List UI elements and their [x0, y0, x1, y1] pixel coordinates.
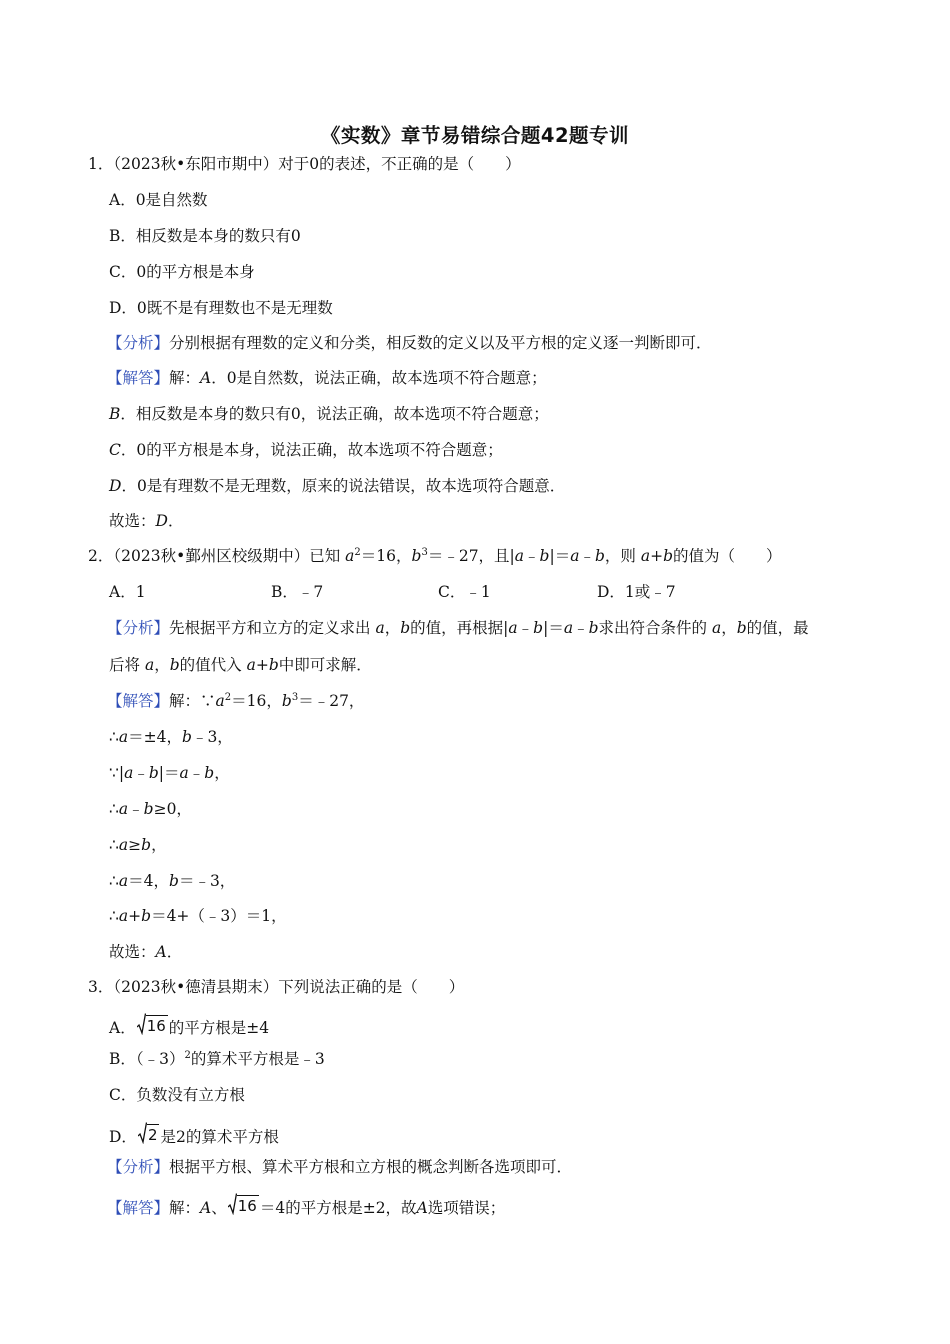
- q2-option-a: A．1: [109, 583, 146, 601]
- sqrt-symbol: 16: [228, 1193, 259, 1215]
- answer-label: 【解答】: [107, 692, 170, 710]
- q2-step-4: ∴a≥b，: [109, 836, 167, 854]
- q3-option-a: A． 16 的平方根是±4: [109, 1013, 269, 1038]
- q2-option-c: C．﹣1: [438, 583, 491, 601]
- q1-answer-c: C．0的平方根是本身，说法正确，故本选项不符合题意；: [109, 441, 503, 459]
- q1-answer-line: 【解答】解：A．0是自然数，说法正确，故本选项不符合题意；: [107, 369, 547, 387]
- q1-option-a: A．0是自然数: [109, 191, 208, 209]
- q3-stem: 3．（2023秋•德清县期末）下列说法正确的是（ ）: [88, 978, 465, 996]
- q1-option-d: D．0既不是有理数也不是无理数: [109, 299, 333, 317]
- q3-analysis: 【分析】根据平方根、算术平方根和立方根的概念判断各选项即可．: [107, 1158, 573, 1176]
- q2-option-b: B．﹣7: [271, 583, 324, 601]
- q1-answer-d: D．0是有理数不是无理数，原来的说法错误，故本选项符合题意．: [109, 477, 566, 495]
- q2-step-2: ∵|a﹣b|＝a﹣b，: [109, 764, 230, 782]
- q1-answer-b: B．相反数是本身的数只有0，说法正确，故本选项不符合题意；: [109, 405, 549, 423]
- q1-choice: 故选：D．: [109, 512, 184, 530]
- q2-step-6: ∴a+b＝4+（﹣3）＝1，: [109, 907, 287, 925]
- q2-step-1: ∴a＝±4，b﹣3，: [109, 728, 233, 746]
- q2-step-5: ∴a＝4，b＝﹣3，: [109, 872, 236, 890]
- sqrt-symbol: 2: [138, 1122, 160, 1144]
- q3-option-d: D． 2 是2的算术平方根: [109, 1122, 279, 1147]
- page-title: 《实数》章节易错综合题42题专训: [320, 124, 630, 147]
- q1-option-c: C．0的平方根是本身: [109, 263, 255, 281]
- analysis-label: 【分析】: [107, 1158, 170, 1176]
- q2-analysis: 【分析】先根据平方和立方的定义求出 a，b的值，再根据|a﹣b|＝a﹣b求出符合条件的 a，b的值，最: [107, 619, 809, 637]
- q2-stem: 2．（2023秋•鄞州区校级期中）已知 $a^2=16$，$b^3=﹣27$，且|a﹣b|＝a﹣b，则 a+b的值为（ ）: [88, 547, 782, 565]
- analysis-label: 【分析】: [107, 334, 170, 352]
- q2-step-3: ∴a﹣b≥0，: [109, 800, 192, 818]
- analysis-label: 【分析】: [107, 619, 170, 637]
- q3-option-b: B．（﹣3）$^2$的算术平方根是﹣3: [109, 1050, 325, 1068]
- q2-answer-line: 【解答】解：$\because a^2=16$，$b^3=﹣27$，: [107, 692, 365, 710]
- q3-option-c: C．负数没有立方根: [109, 1086, 245, 1104]
- q2-analysis-cont: 后将 a，b的值代入 a+b中即可求解．: [109, 656, 372, 674]
- q3-answer-line: 【解答】解：A、 16 ＝4的平方根是±2，故A选项错误；: [107, 1193, 505, 1218]
- answer-label: 【解答】: [107, 1199, 170, 1217]
- sqrt-symbol: 16: [137, 1013, 168, 1035]
- q1-analysis: 【分析】分别根据有理数的定义和分类，相反数的定义以及平方根的定义逐一判断即可．: [107, 334, 712, 352]
- q2-option-d: D．1或﹣7: [597, 583, 676, 601]
- answer-label: 【解答】: [107, 369, 170, 387]
- q2-choice: 故选：A．: [109, 943, 183, 961]
- q1-stem: 1．（2023秋•东阳市期中）对于0的表述，不正确的是（ ）: [88, 155, 521, 173]
- q1-option-b: B．相反数是本身的数只有0: [109, 227, 301, 245]
